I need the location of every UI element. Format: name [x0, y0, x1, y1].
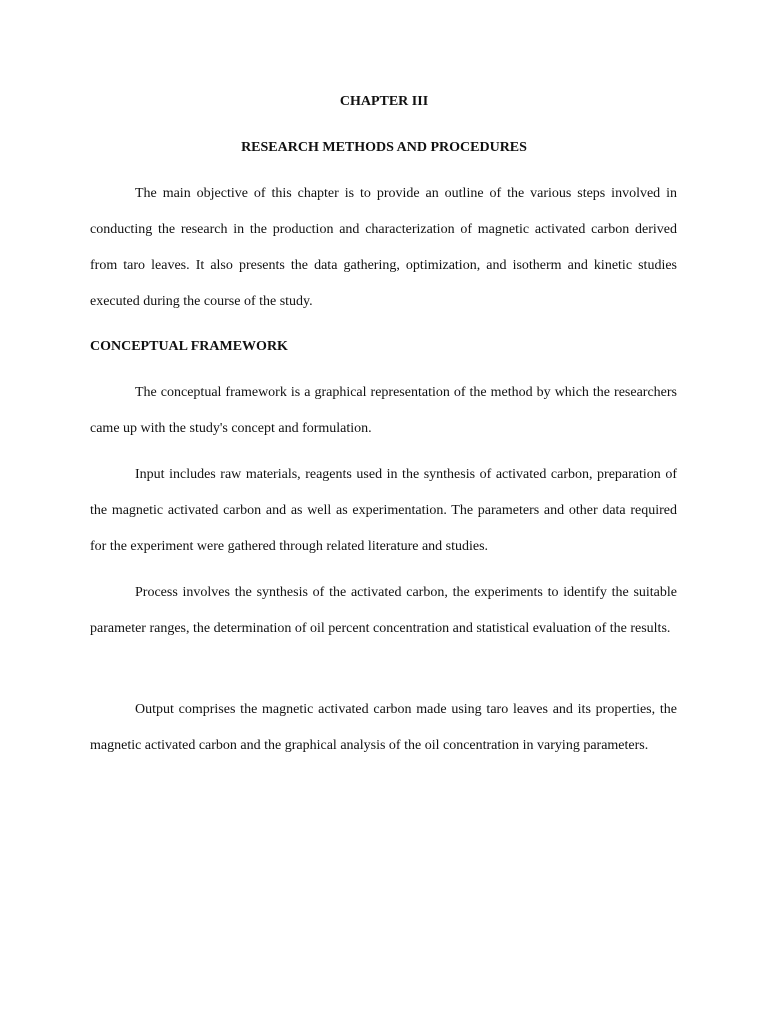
- paragraph-conceptual-framework: The conceptual framework is a graphical representation of the method by which the researchers came up with the study's concept and formulation.: [90, 385, 677, 436]
- paragraph-input: Input includes raw materials, reagents used in the synthesis of activated carbon, preparation of the magnetic activated carbon and as well as experimentation. The parameters and other data required for the experiment were gathered through related literature and studies.: [90, 467, 677, 554]
- chapter-label: CHAPTER III: [339, 94, 429, 109]
- chapter-title: RESEARCH METHODS AND PROCEDURES: [241, 140, 527, 155]
- section-heading: CONCEPTUAL FRAMEWORK: [90, 339, 288, 354]
- paragraph-output: Output comprises the magnetic activated carbon made using taro leaves and its properties, the magnetic activated carbon and the graphical analysis of the oil concentration in varying parameters.: [90, 702, 677, 753]
- paragraph-process: Process involves the synthesis of the activated carbon, the experiments to identify the suitable parameter ranges, the determination of oil percent concentration and statistical evaluation of the results.: [90, 585, 677, 636]
- intro-paragraph: The main objective of this chapter is to provide an outline of the various steps involved in conducting the research in the production and characterization of magnetic activated carbon derived from taro leaves. It also presents the data gathering, optimization, and isotherm and kinetic studies executed during the course of the study.: [90, 186, 677, 309]
